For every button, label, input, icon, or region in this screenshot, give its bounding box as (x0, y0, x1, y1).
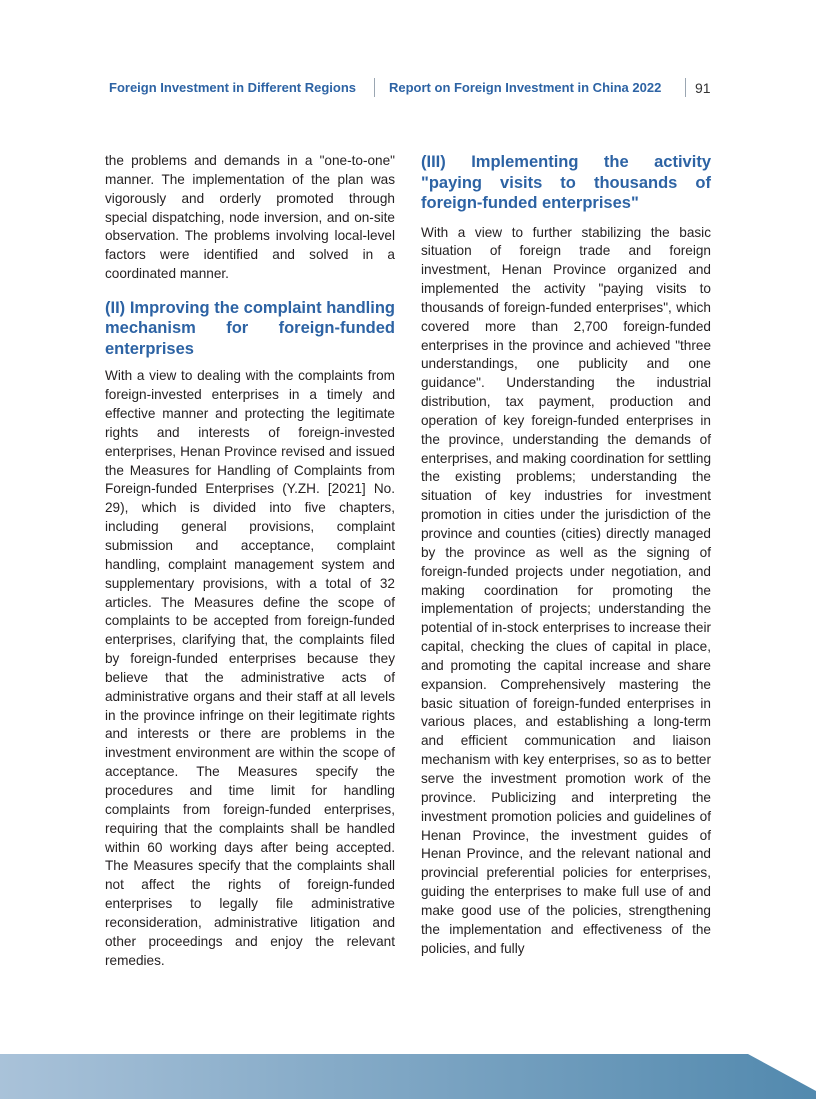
section-heading-paying-visits: (III) Implementing the activity "paying visits to thousands of foreign-funded enterprises" (421, 153, 711, 212)
page-number: 91 (695, 80, 711, 96)
right-column (421, 152, 711, 958)
section-heading-complaint-mechanism: (II) Improving the complaint handling mechanism for foreign-funded enterprises (105, 298, 395, 358)
paying-visits-paragraph: With a view to further stabilizing the basic situation of foreign trade and foreign investment, Henan Province organized and implemented the activity "paying visits to thousands of foreign-funded enterprises", which covered more than 2,700 foreign-funded enterprises in the province and achieved "three understandings, one publicity and one guidance". Understanding the industrial distribution, tax payment, production and operation of key foreign-funded enterprises in the province, understanding the demands of enterprises, and making coordination for settling the existing problems; understanding the situation of key industries for investment promotion in cities under the jurisdiction of the province and counties (cities) directly managed by the province as well as the signing of foreign-funded projects under negotiation, and making coordination for promoting the implementation of projects; understanding the potential of in-stock enterprises to increase their capital, checking the clues of capital in place, and promoting the capital increase and share expansion. Comprehensively mastering the basic situation of foreign-funded enterprises in various places, and establishing a long-term and efficient communication and liaison mechanism with key enterprises, so as to better serve the investment promotion work of the province. Publicizing and interpreting the investment promotion policies and guidelines of Henan Province, the investment guides of Henan Province, and the relevant national and provincial preferential policies for enterprises, guiding the enterprises to make full use of and make good use of the policies, strengthening the implementation and effectiveness of the policies, and fully (421, 224, 711, 956)
intro-paragraph: the problems and demands in a "one-to-one" manner. The implementation of the plan was vigorously and orderly promoted through special dispatching, node inversion, and on-site observation. The problems involving local-level factors were identified and solved in a coordinated manner. (105, 153, 395, 282)
left-column (105, 152, 395, 970)
header-divider (685, 78, 686, 97)
report-title: Report on Foreign Investment in China 2022 (389, 80, 662, 95)
header-divider (374, 78, 375, 97)
footer-band-shape (0, 1054, 816, 1099)
footer-decorative-band (0, 1054, 816, 1099)
complaint-mechanism-paragraph: With a view to dealing with the complaints from foreign-invested enterprises in a timely and effective manner and protecting the legitimate rights and interests of foreign-invested enterprises, Henan Province revised and issued the Measures for Handling of Complaints from Foreign-funded Enterprises (Y.ZH. [2021] No. 29), which is divided into five chapters, including general provisions, complaint submission and acceptance, complaint handling, complaint management system and supplementary provisions, with a total of 32 articles. The Measures define the scope of complaints to be accepted from foreign-funded enterprises, clarifying that, the complaints filed by foreign-funded enterprises because they believe that the administrative acts of administrative organs and their staff at all levels in the province infringe on their legitimate rights and interests or there are problems in the investment environment are within the scope of acceptance. The Measures specify the procedures and time limit for handling complaints from foreign-funded enterprises, requiring that the complaints shall be handled within 60 working days after being accepted. The Measures specify that the complaints shall not affect the rights of foreign-funded enterprises to legally file administrative reconsideration, administrative litigation and other proceedings and enjoy the relevant remedies. (105, 368, 395, 968)
chapter-title: Foreign Investment in Different Regions (109, 80, 357, 95)
